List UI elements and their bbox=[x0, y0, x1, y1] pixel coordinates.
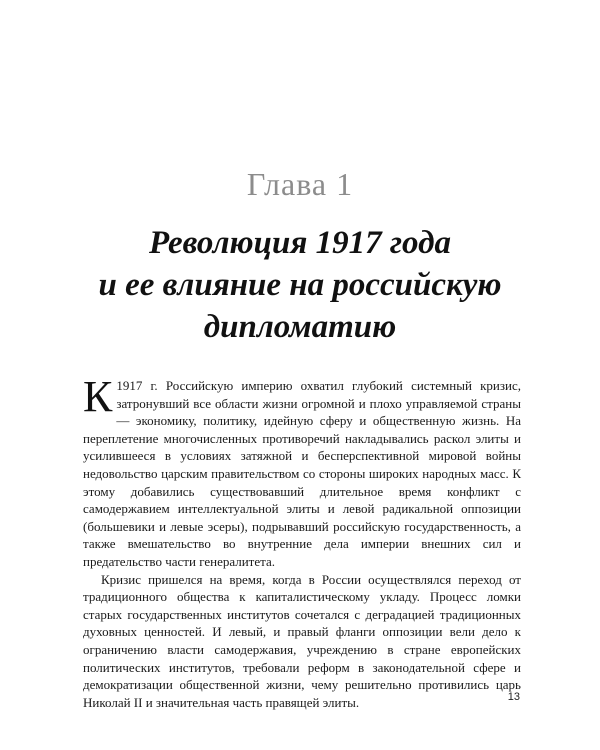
chapter-title-line-1: Революция 1917 года bbox=[149, 225, 451, 261]
page-number: 13 bbox=[507, 691, 520, 703]
paragraph-2: Кризис пришелся на время, когда в России осуществлялся переход от традиционного общества к капиталистическому укладу. Процесс ломки старых государственных институтов сочетался с деградацией традиционных духовных ценностей. И левый, и правый фланги оппозиции вели дело к ограничению власти самодержавия, учреждению в стране европейских политических институтов, требовали реформ в законодательной сфере и демократизации общественной жизни, чему решительно противились царь Николай II и значительная часть правящей элиты. bbox=[83, 571, 521, 710]
paragraph-1-text: 1917 г. Российскую империю охватил глубокий системный кризис, затронувший все области жизни огромной и плохо управляемой страны — экономику, политику, идейную сферу и общественную жизнь. На переплетение многочисленных противоречий накладывались раскол элиты и усилившееся в условиях затяжной и бесперспективной мировой войны недовольство царским правительством со стороны широких народных масс. К этому добавились существовавший длительное время конфликт с самодержавием интеллектуальной элиты и левой радикальной оппозиции (большевики и левые эсеры), подрывавший российскую государственность, а также вмешательство во внутренние дела империи внешних сил и предательство части генералитета. bbox=[83, 378, 521, 569]
chapter-title bbox=[0, 222, 600, 348]
paragraph-1 bbox=[83, 372, 521, 571]
body-text bbox=[83, 372, 521, 711]
chapter-title-line-3: дипломатию bbox=[203, 309, 397, 345]
drop-cap: К bbox=[83, 372, 113, 421]
chapter-label: Глава 1 bbox=[246, 166, 354, 202]
chapter-title-line-2: и ее влияние на российскую bbox=[98, 267, 502, 303]
